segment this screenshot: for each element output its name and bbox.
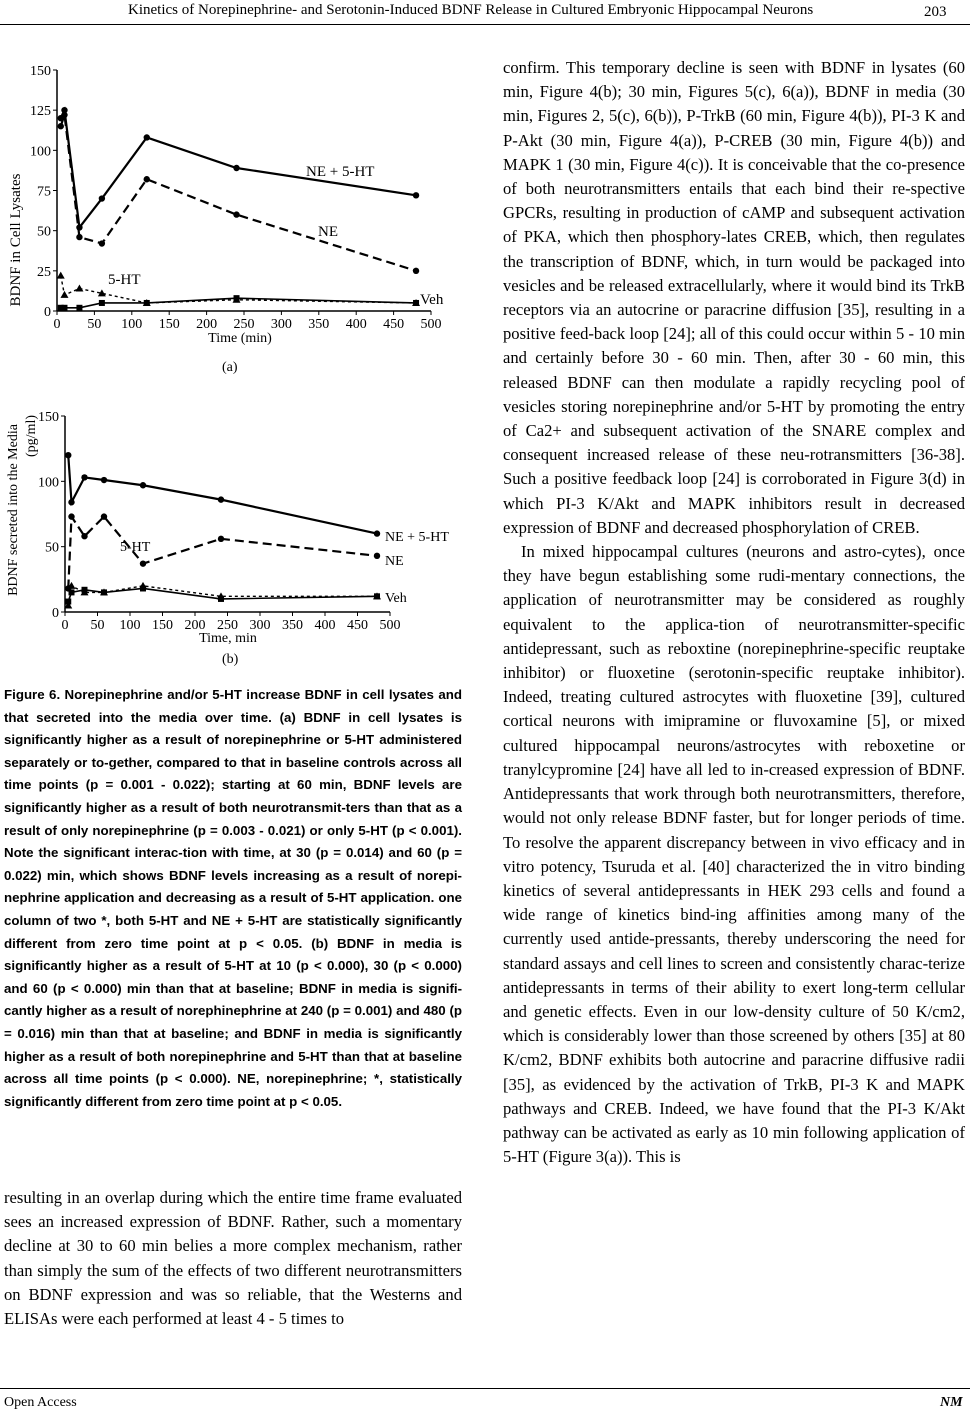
x-tick-label: 150 — [158, 317, 180, 332]
data-point — [140, 560, 146, 566]
x-tick-label: 450 — [347, 618, 368, 633]
left-column — [4, 1186, 462, 1331]
data-point — [218, 536, 224, 542]
y-tick-label: 25 — [37, 264, 51, 280]
data-point — [140, 482, 146, 488]
series-label-ne: NE — [318, 224, 338, 240]
data-point — [69, 589, 75, 595]
series-label-veh: Veh — [385, 591, 407, 606]
data-point — [218, 496, 224, 502]
data-point — [65, 452, 71, 458]
y-tick-label: 0 — [52, 606, 59, 621]
series-line — [61, 115, 416, 271]
data-point — [144, 300, 150, 306]
x-tick-label: 100 — [121, 317, 143, 332]
x-tick-label: 200 — [184, 618, 206, 633]
x-tick-label: 50 — [87, 317, 102, 332]
data-point — [75, 285, 83, 292]
data-point — [60, 291, 68, 298]
figure-caption: Figure 6. Norepinephrine and/or 5-HT increase BDNF in cell lysates and that secreted into the media over time. (a) BDNF in cell lysates is significantly higher as a result of norepinephrine or 5-HT administered separately or to-gether, compared to that in baseline controls across all time points (p = 0.001 - 0.022); starting at 60 min, BDNF levels are significantly higher as a result of both neurotransmit-ters than that as a result of only norepinephrine (p = 0.003 - 0.021) or only 5-HT (p < 0.001). Note the significant interac-tion with time, at 30 (p = 0.014) and 60 (p = 0.022) min, which shows BDNF levels increasing as a result of norepi-nephrine application and decreasing as a result of 5-HT application. one column of two *, both 5-HT and NE + 5-HT are statistically significantly different from zero time point at p < 0.05. (b) BDNF in media is significantly higher as a result of 5-HT at 10 (p < 0.000), 30 (p < 0.000) and 60 (p < 0.000) min than that at baseline; BDNF in media is signifi-cantly higher as a result of norephinephrine at 240 (p = 0.001) and 480 (p = 0.016) min than that at baseline; and BDNF in media is significantly higher as a result of both norepinephrine and 5-HT than that at baseline across all time points (p < 0.000). NE, norepinephrine; *, statistically significantly different from zero time point at p < 0.05. — [4, 687, 462, 1109]
y-tick-label: 75 — [37, 184, 51, 200]
figure-a-chart — [0, 50, 470, 350]
y-tick-label: 0 — [44, 305, 51, 320]
figure-b-ylabel: BDNF secreted into the Media — [6, 424, 21, 596]
header-rule — [0, 24, 970, 25]
data-point — [374, 553, 380, 559]
y-tick-label: 125 — [30, 104, 51, 120]
series-line — [68, 517, 377, 589]
data-point — [82, 587, 88, 593]
y-tick-label: 150 — [38, 410, 59, 425]
series-label-veh: Veh — [420, 292, 444, 308]
figure-b — [0, 388, 470, 648]
data-point — [144, 176, 150, 182]
data-point — [413, 268, 419, 274]
figure-a — [0, 50, 470, 350]
running-title: Kinetics of Norepinephrine- and Serotonin-Induced BDNF Release in Cultured Embryonic Hippocampal Neurons — [128, 2, 814, 18]
data-point — [413, 192, 419, 198]
data-point — [61, 112, 67, 118]
series-label-5ht: 5-HT — [108, 272, 141, 288]
data-point — [101, 477, 107, 483]
x-tick-label: 150 — [152, 618, 173, 633]
data-point — [218, 596, 224, 602]
data-point — [58, 123, 64, 129]
right-column — [503, 56, 965, 1169]
figure-a-ylabel: BDNF in Cell Lysates — [8, 173, 24, 307]
x-tick-label: 500 — [420, 317, 442, 332]
x-tick-label: 300 — [270, 317, 292, 332]
data-point — [233, 165, 239, 171]
data-point — [99, 195, 105, 201]
x-tick-label: 300 — [249, 618, 271, 633]
x-tick-label: 400 — [345, 317, 367, 332]
data-point — [374, 530, 380, 536]
footer-right: NM — [940, 1395, 963, 1410]
y-tick-label: 100 — [38, 475, 59, 491]
data-point — [57, 272, 65, 279]
figure-a-label: (a) — [222, 360, 238, 375]
data-point — [76, 234, 82, 240]
x-tick-label: 350 — [282, 618, 303, 633]
figure-b-ylabel-unit: (pg/ml) — [24, 415, 39, 457]
data-point — [99, 300, 105, 306]
data-point — [101, 513, 107, 519]
data-point — [233, 211, 239, 217]
x-tick-label: 450 — [383, 317, 405, 332]
x-tick-label: 350 — [308, 317, 330, 332]
figure-b-label: (b) — [222, 652, 239, 667]
running-header — [0, 2, 970, 24]
x-tick-label: 250 — [233, 317, 255, 332]
y-tick-label: 150 — [30, 64, 51, 79]
series-line — [68, 455, 377, 533]
data-point — [374, 593, 380, 599]
footer-rule — [0, 1388, 970, 1389]
data-point — [61, 305, 67, 311]
data-point — [81, 533, 87, 539]
series-label-ne5ht: NE + 5-HT — [306, 164, 375, 180]
x-tick-label: 400 — [314, 618, 336, 633]
data-point — [140, 585, 146, 591]
x-tick-label: 0 — [61, 618, 69, 633]
figure-b-xlabel: Time, min — [199, 631, 257, 646]
paragraph: In mixed hippocampal cultures (neurons and astro-cytes), once they have begun establishing some rudi-mentary connections, the application of neurotransmitter may be considered as roughly equivalent to the applica-tion of neurotransmitter-specific antidepressant, such as reboxtine (norepinephrine-specific reuptake inhibitor) or fluoxetine (serotonin-specific reuptake inhibitor). Indeed, treating cultured astrocytes with fluoxetine [39], cultured cortical neurons with imipramine or fluvoxamine [5], or mixed cultured hippocampal neurons/astrocytes with reboxetine or tranylcypromine [24] have all led to in-creased expression of BDNF. Antidepressants that work through both neurotransmitters, therefore, would not only release BDNF faster, but for longer periods of time. To resolve the apparent discrepancy between in vivo efficacy and in vitro potency, Tsuruda et al. [40] characterized the in vitro binding kinetics of several antidepressants in HEK 293 cells and found a wide range of kinetics bind-ing affinities among many of the currently used antide-pressants, thereby underscoring the need for standard assays and cell lines to screen and consistently charac-terize antidepressants in terms of their ability to exert long-term cellular and genetic effects. Even in our low-density culture of 50 K/cm2, which is considerably lower than those screened by others [35] at 80 K/cm2, BDNF exhibits both autocrine and paracrine diffusive radii [35], as evidenced by the activation of TrkB, PI-3 K and MAPK pathways and CREB. Indeed, we have found that the PI-3 K/Akt pathway can be activated as early as 10 min following application of 5-HT (Figure 3(a)). This is — [503, 542, 965, 1167]
y-tick-label: 50 — [45, 540, 59, 556]
x-tick-label: 250 — [217, 618, 238, 633]
figure-a-xlabel: Time (min) — [208, 331, 272, 346]
data-point — [81, 474, 87, 480]
data-point — [65, 599, 71, 605]
series-label-ne: NE — [385, 554, 404, 569]
data-point — [144, 134, 150, 140]
data-point — [76, 305, 82, 311]
footer-left: Open Access — [4, 1395, 77, 1410]
series-label-ne5ht: NE + 5-HT — [385, 530, 449, 545]
x-tick-label: 100 — [119, 618, 141, 633]
y-tick-label: 100 — [30, 144, 51, 160]
page-number: 203 — [924, 4, 947, 20]
paragraph: confirm. This temporary decline is seen with BDNF in lysates (60 min, Figure 4(b); 30 min, Figures 5(c), 6(a)), BDNF in media (30 min, Figures 2, 5(c), 6(b)), P-TrkB (60 min, Figure 4(b)), PI-3 K and P-Akt (30 min, Figure 4(a)), P-CREB (30 min, Figure 4(b)) and MAPK 1 (30 min, Figure 4(c)). It is conceivable that the co-presence of both neurotransmitters entails that each bind their re-spective GPCRs, resulting in production of cAMP and subsequent activation of PKA, which then phosphory-lates CREB, which, then regulates the transcription of BDNF, which, in turn would be packaged into vesicles and be released extracellularly, where it would bind its TrkB receptors via an autocrine or paracrine diffusion [35], resulting in a positive feed-back loop [24]; all of this could occur within 5 - 10 min and certainly before 30 - 60 min. Then, after 30 - 60 min, this released BDNF can then modulate a rapidly recycling pool of vesicles storing norepinephrine and/or 5-HT by promoting the entry of Ca2+ and subsequent activation of the SNARE complex and consequent increased release of these neu-rotransmitters [36-38]. Such a positive feedback loop [24] is corroborated in Figure 3(d) in which PI-3 K/Akt and MAPK inhibitors result in decreased expression of BDNF and decreased phosphorylation of CREB. — [503, 58, 965, 537]
y-tick-label: 50 — [37, 224, 51, 240]
data-point — [413, 300, 419, 306]
series-label-5ht: 5-HT — [120, 540, 151, 555]
x-tick-label: 500 — [379, 618, 401, 633]
data-point — [99, 240, 105, 246]
data-point — [101, 589, 107, 595]
figure-b-chart — [0, 388, 470, 648]
data-point — [68, 499, 74, 505]
data-point — [234, 295, 240, 301]
data-point — [68, 513, 74, 519]
x-tick-label: 50 — [90, 618, 105, 633]
x-tick-label: 200 — [196, 317, 218, 332]
x-tick-label: 0 — [53, 317, 61, 332]
paragraph: resulting in an overlap during which the entire time frame evaluated sees an increased expression of BDNF. Rather, such a momentary decline at 30 to 60 min belies a more complex mechanism, rather than simply the sum of the effects of two different neurotransmitters on BDNF expression and was so reliable, that the Westerns and ELISAs were each performed at least 4 - 5 times to — [4, 1188, 462, 1329]
